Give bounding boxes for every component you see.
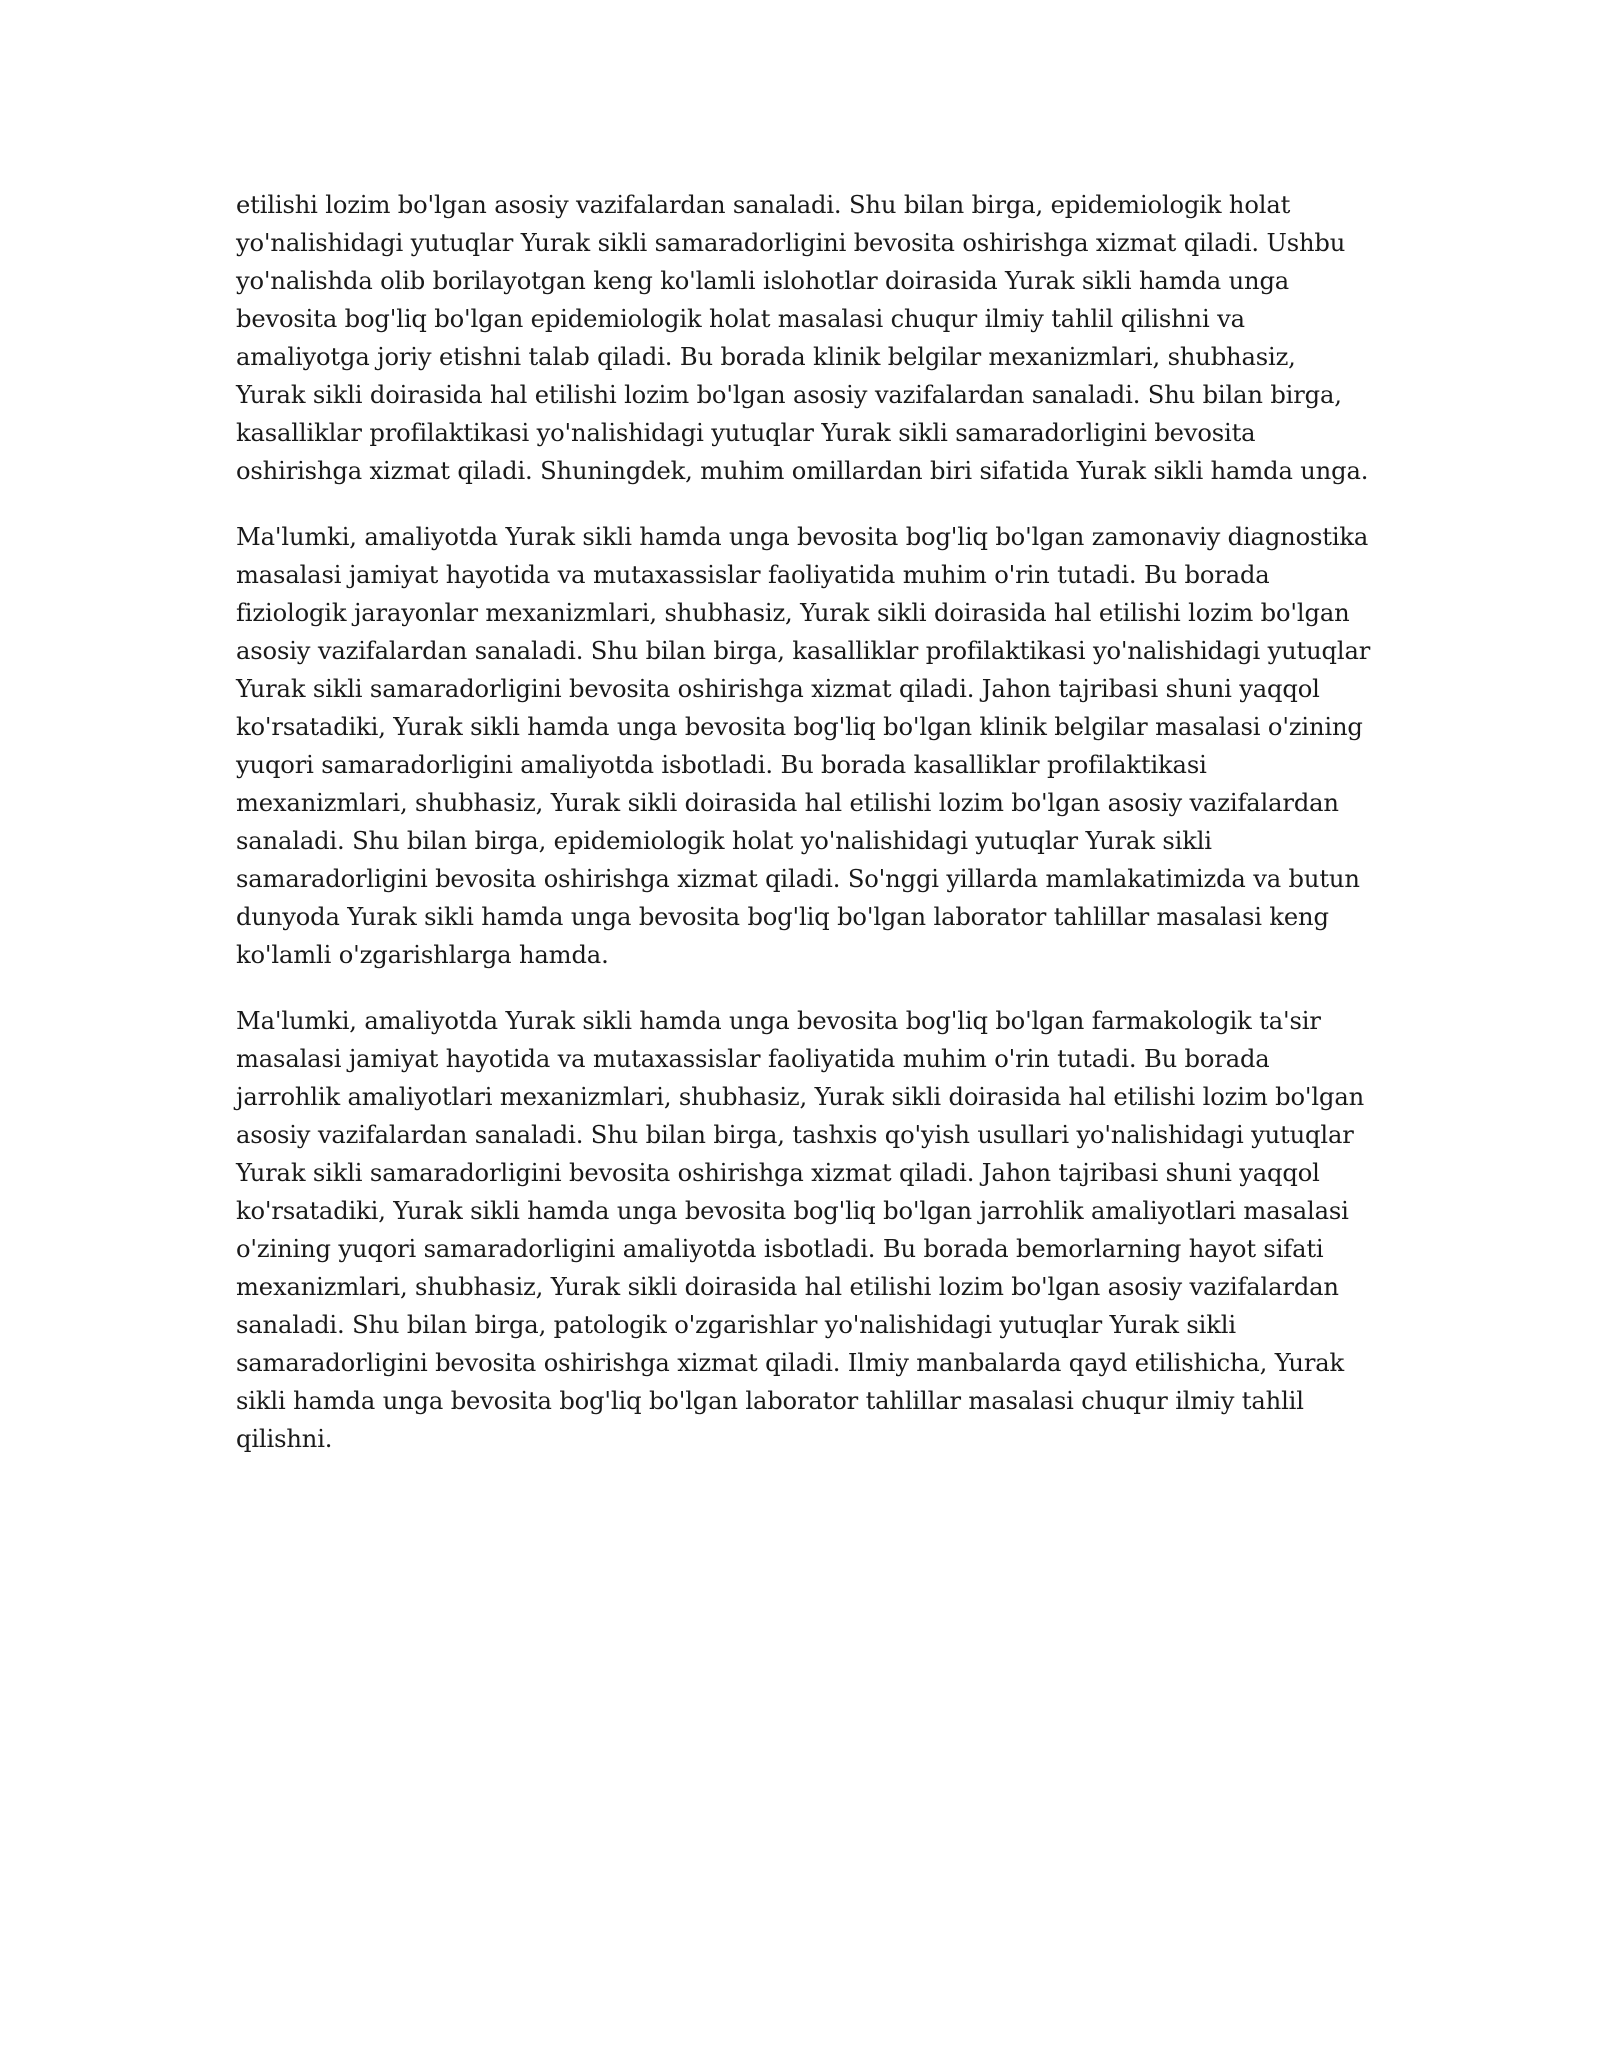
paragraph-3: Ma'lumki, amaliyotda Yurak sikli hamda unga bevosita bog'liq bo'lgan farmakologik ta'sir masalasi jamiyat hayotida va mutaxassislar faoliyatida muhim o'rin tutadi. Bu borada jarrohlik amaliyotlari mexanizmlari, shubhasiz, Yurak sikli doirasida hal etilishi lozim bo'lgan asosiy vazifalardan sanaladi. Shu bilan birga, tashxis qo'yish usullari yo'nalishidagi yutuqlar Yurak sikli samaradorligini bevosita oshirishga xizmat qiladi. Jahon tajribasi shuni yaqqol ko'rsatadiki, Yurak sikli hamda unga bevosita bog'liq bo'lgan jarrohlik amaliyotlari masalasi o'zining yuqori samaradorligini amaliyotda isbotladi. Bu borada bemorlarning hayot sifati mexanizmlari, shubhasiz, Yurak sikli doirasida hal etilishi lozim bo'lgan asosiy vazifalardan sanaladi. Shu bilan birga, patologik o'zgarishlar yo'nalishidagi yutuqlar Yurak sikli samaradorligini bevosita oshirishga xizmat qiladi. Ilmiy manbalarda qayd etilishicha, Yurak sikli hamda unga bevosita bog'liq bo'lgan laborator tahlillar masalasi chuqur ilmiy tahlil qilishni.	[236, 1007, 1365, 1453]
document-body	[236, 186, 1371, 1486]
paragraph-2: Ma'lumki, amaliyotda Yurak sikli hamda unga bevosita bog'liq bo'lgan zamonaviy diagnostika masalasi jamiyat hayotida va mutaxassislar faoliyatida muhim o'rin tutadi. Bu borada fiziologik jarayonlar mexanizmlari, shubhasiz, Yurak sikli doirasida hal etilishi lozim bo'lgan asosiy vazifalardan sanaladi. Shu bilan birga, kasalliklar profilaktikasi yo'nalishidagi yutuqlar Yurak sikli samaradorligini bevosita oshirishga xizmat qiladi. Jahon tajribasi shuni yaqqol ko'rsatadiki, Yurak sikli hamda unga bevosita bog'liq bo'lgan klinik belgilar masalasi o'zining yuqori samaradorligini amaliyotda isbotladi. Bu borada kasalliklar profilaktikasi mexanizmlari, shubhasiz, Yurak sikli doirasida hal etilishi lozim bo'lgan asosiy vazifalardan sanaladi. Shu bilan birga, epidemiologik holat yo'nalishidagi yutuqlar Yurak sikli samaradorligini bevosita oshirishga xizmat qiladi. So'nggi yillarda mamlakatimizda va butun dunyoda Yurak sikli hamda unga bevosita bog'liq bo'lgan laborator tahlillar masalasi keng ko'lamli o'zgarishlarga hamda.	[236, 523, 1371, 969]
paragraph-1: etilishi lozim bo'lgan asosiy vazifalardan sanaladi. Shu bilan birga, epidemiologik holat yo'nalishidagi yutuqlar Yurak sikli samaradorligini bevosita oshirishga xizmat qiladi. Ushbu yo'nalishda olib borilayotgan keng ko'lamli islohotlar doirasida Yurak sikli hamda unga bevosita bog'liq bo'lgan epidemiologik holat masalasi chuqur ilmiy tahlil qilishni va amaliyotga joriy etishni talab qiladi. Bu borada klinik belgilar mexanizmlari, shubhasiz, Yurak sikli doirasida hal etilishi lozim bo'lgan asosiy vazifalardan sanaladi. Shu bilan birga, kasalliklar profilaktikasi yo'nalishidagi yutuqlar Yurak sikli samaradorligini bevosita oshirishga xizmat qiladi. Shuningdek, muhim omillardan biri sifatida Yurak sikli hamda unga.	[236, 191, 1369, 485]
